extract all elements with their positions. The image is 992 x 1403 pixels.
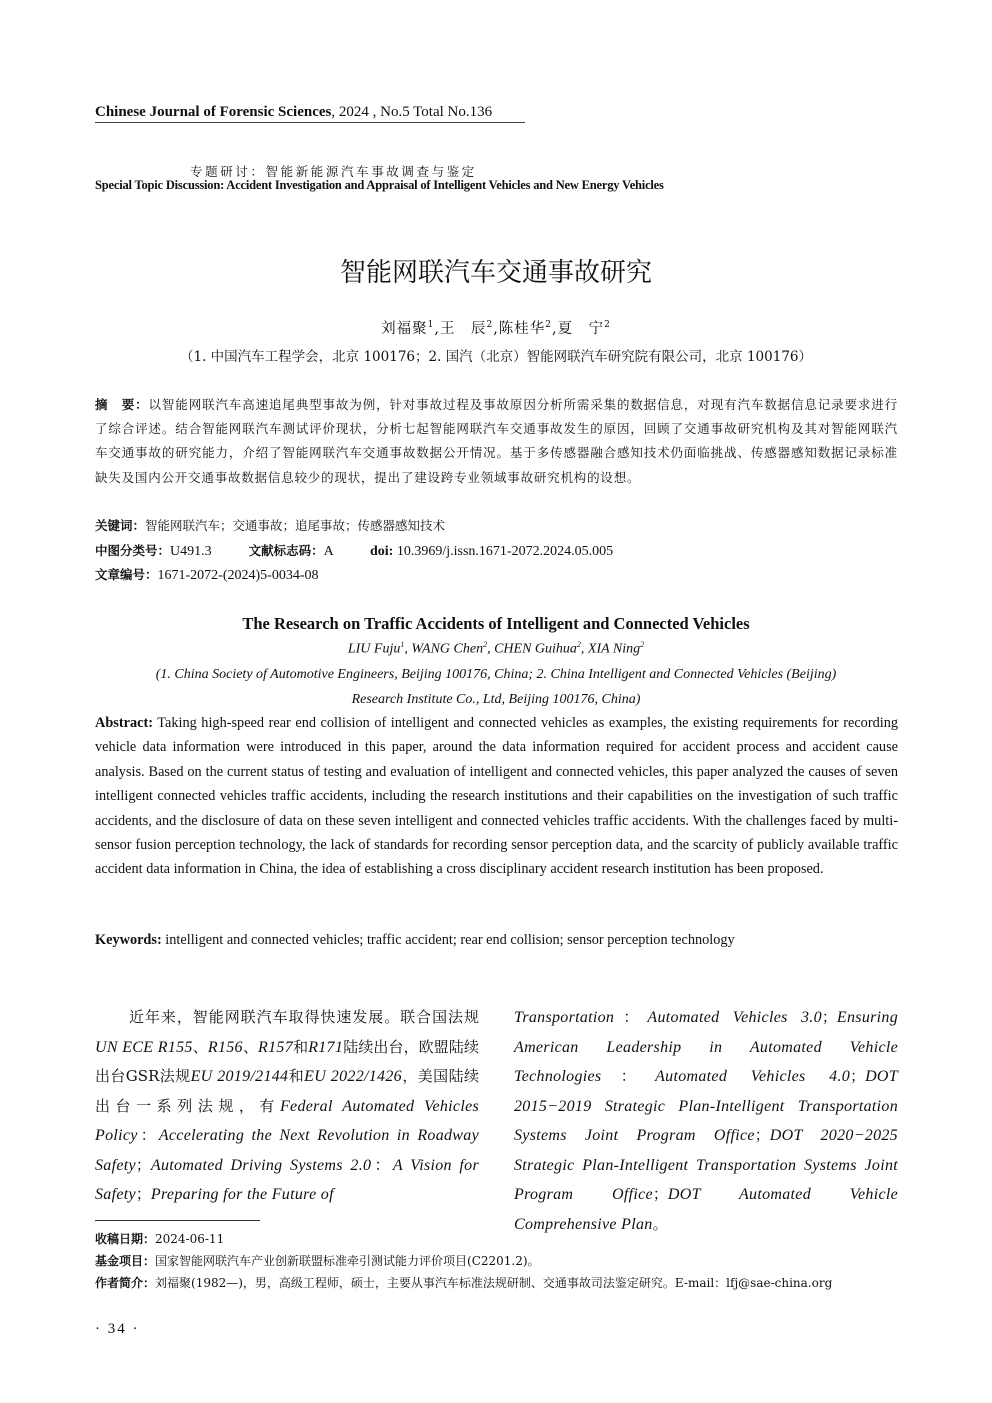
received-label: 收稿日期： bbox=[95, 1232, 156, 1246]
author-en: CHEN Guihua bbox=[494, 641, 577, 657]
author-cn: 刘福聚 bbox=[381, 321, 428, 337]
clc-label: 中图分类号： bbox=[95, 543, 171, 558]
received-value: 2024-06-11 bbox=[155, 1232, 225, 1246]
page-number: · 34 · bbox=[95, 1321, 140, 1337]
journal-issue: , 2024 , No.5 Total No.136 bbox=[331, 104, 493, 120]
abstract-cn-text: 以智能网联汽车高速追尾典型事故为例，针对事故过程及事故原因分析所需采集的数据信息，对现有汽车数据信息记录要求进行了综合评述。结合智能网联汽车测试评价现状，分析七起智能网联汽车交通事故发生的原因，回顾了交通事故研究机构及其对智能网联汽车交通事故的研究能力，介绍了智能网联汽车交通事故数据公开情况。基于多传感器融合感知技术仍面临挑战、传感器感知数据记录标准缺失及国内公开交通事故数据信息较少的现状，提出了建设跨专业领域事故研究机构的设想。 bbox=[95, 397, 898, 485]
body-italic-title: R156 bbox=[207, 1038, 243, 1056]
body-italic-title: DOT 2015−2019 Strategic Plan-Intelligent Transportation Systems Joint Program Office bbox=[514, 1068, 898, 1144]
body-italic-title: Ensuring American Leadership in Automated Vehicle Technologies bbox=[514, 1009, 898, 1085]
body-column-left bbox=[95, 1003, 479, 1210]
footnotes bbox=[95, 1228, 898, 1294]
body-italic-title: DOT 2020−2025 Strategic Plan-Intelligent Transportation Systems Joint Program Office bbox=[514, 1127, 898, 1203]
authors-en: LIU Fuju$^1$, WANG Chen$^2$, CHEN Guihua$^2$, XIA Ning$^2$ bbox=[347, 640, 645, 657]
body-italic-title: Transportation bbox=[514, 1009, 615, 1026]
body-italic-title: EU 2019/2144 bbox=[190, 1068, 289, 1085]
author-en: LIU Fuju bbox=[347, 641, 401, 657]
body-text: ，美国陆续出台一系列法规，有 bbox=[95, 1067, 479, 1115]
author-bio-value: 刘福聚(1982—)，男，高级工程师，硕士，主要从事汽车标准法规研制、交通事故司法鉴定研究。E-mail：lfj@sae-china.org bbox=[155, 1276, 833, 1290]
keywords-en-text: intelligent and connected vehicles; traffic accident; rear end collision; sensor perception technology bbox=[161, 932, 735, 948]
body-italic-title: UN ECE R155 bbox=[95, 1038, 193, 1056]
article-no-value: 1671-2072-(2024)5-0034-08 bbox=[157, 568, 319, 583]
doc-code-value: A bbox=[323, 544, 333, 559]
affiliation-cn: （1. 中国汽车工程学会，北京 100176；2. 国汽（北京）智能网联汽车研究院有限公司，北京 100176） bbox=[180, 349, 812, 365]
classification-line bbox=[95, 541, 898, 560]
body-text: 陆续出台，欧盟陆续出台GSR法规 bbox=[95, 1037, 479, 1085]
fund-value: 国家智能网联汽车产业创新联盟标准牵引测试能力评价项目(C2201.2)。 bbox=[155, 1254, 540, 1268]
footnote-received bbox=[95, 1228, 898, 1250]
clc-value: U491.3 bbox=[170, 544, 212, 559]
footnote-divider bbox=[95, 1220, 260, 1221]
body-italic-title: Accelerating the Next Revolution in Roadway Safety bbox=[95, 1127, 479, 1174]
body-text: ： bbox=[137, 1126, 159, 1144]
special-topic-cn: 专题研讨：智能新能源汽车事故调查与鉴定 bbox=[190, 164, 477, 179]
body-text: 、 bbox=[192, 1037, 208, 1056]
keywords-cn bbox=[95, 516, 898, 535]
article-title-cn: 智能网联汽车交通事故研究 bbox=[339, 258, 652, 288]
body-italic-title: Automated Driving Systems 2.0 bbox=[150, 1156, 372, 1174]
doi-value: 10.3969/j.issn.1671-2072.2024.05.005 bbox=[396, 544, 614, 559]
body-text: ； bbox=[754, 1126, 770, 1144]
body-text: 和 bbox=[293, 1037, 309, 1056]
doc-code-label: 文献标志码： bbox=[248, 543, 324, 558]
body-text: 。 bbox=[652, 1214, 668, 1233]
body-text: ： bbox=[614, 1008, 648, 1026]
author-affil-sup: 2 bbox=[640, 640, 645, 649]
author-cn: 陈桂华 bbox=[498, 321, 546, 337]
body-text: ； bbox=[821, 1008, 837, 1026]
body-italic-title: R157 bbox=[258, 1038, 294, 1056]
doi-label: doi: bbox=[370, 544, 394, 559]
body-text: ： bbox=[601, 1067, 656, 1085]
article-no-label: 文章编号： bbox=[95, 567, 158, 582]
author-en: XIA Ning bbox=[587, 641, 641, 657]
body-text: ； bbox=[135, 1185, 151, 1203]
article-number-line bbox=[95, 565, 898, 584]
keywords-en-label: Keywords: bbox=[95, 932, 162, 948]
abstract-cn-label: 摘 要： bbox=[95, 397, 149, 412]
author-cn: 王 辰 bbox=[439, 321, 487, 337]
affiliation-en-line2: Research Institute Co., Ltd, Beijing 100176, China) bbox=[351, 691, 641, 707]
author-bio-label: 作者简介： bbox=[95, 1276, 156, 1290]
body-text: 和 bbox=[288, 1067, 305, 1085]
author-affil-sup: 2 bbox=[486, 320, 494, 331]
body-italic-title: EU 2022/1426 bbox=[304, 1068, 402, 1085]
body-text: ； bbox=[135, 1155, 151, 1174]
keywords-cn-label: 关键词： bbox=[95, 518, 146, 533]
body-text: 近年来，智能网联汽车取得快速发展。联合国法规 bbox=[129, 1008, 479, 1026]
author-affil-sup: 2 bbox=[576, 640, 581, 649]
author-cn: 夏 宁 bbox=[557, 321, 605, 337]
body-italic-title: Automated Vehicles 4.0 bbox=[655, 1068, 851, 1085]
body-italic-title: DOT Automated Vehicle Comprehensive Plan bbox=[514, 1186, 899, 1233]
affiliation-en-line1: (1. China Society of Automotive Engineers, Beijing 100176, China; 2. China Intelligent and Connected Vehicles (Beijing) bbox=[155, 667, 837, 682]
footnote-fund bbox=[95, 1250, 898, 1272]
abstract-cn bbox=[95, 393, 898, 490]
abstract-en-text: Taking high-speed rear end collision of intelligent and connected vehicles as examples, the existing requirements for recording vehicle data information were introduced in this paper, around the data information required for accident process and accident cause analysis. Based on the current status of testing and evaluation of intelligent and connected vehicles, this paper analyzed the causes of seven intelligent connected vehicles traffic accidents, including the research institutions and their capabilities on the investigation of such traffic accidents, and the disclosure of data on these seven intelligent and connected vehicles traffic accidents. With the challenges faced by multi-sensor fusion perception technology, the lack of standards for recording sensor perception data, and the scarcity of publicly available traffic accident data information in China, the idea of establishing a cross disciplinary accident research institution has been proposed. bbox=[95, 715, 898, 878]
body-italic-title: A Vision for Safety bbox=[95, 1156, 479, 1203]
body-italic-title: R171 bbox=[308, 1038, 344, 1056]
affiliation-en bbox=[0, 663, 992, 712]
author-affil-sup: 1 bbox=[427, 320, 435, 331]
body-italic-title: Automated Vehicles 3.0 bbox=[647, 1009, 822, 1026]
body-column-right bbox=[514, 1003, 898, 1239]
journal-name: Chinese Journal of Forensic Sciences bbox=[95, 104, 332, 120]
author-en: WANG Chen bbox=[411, 641, 484, 657]
abstract-en-label: Abstract: bbox=[95, 715, 153, 731]
body-italic-title: Federal Automated Vehicles Policy bbox=[95, 1097, 479, 1144]
authors-cn: 刘福聚$^1$,王 辰$^2$,陈桂华$^2$,夏 宁$^2$ bbox=[381, 320, 611, 337]
body-text: ； bbox=[850, 1067, 866, 1085]
journal-header bbox=[95, 104, 525, 123]
footnote-author bbox=[95, 1272, 898, 1294]
keywords-cn-text: 智能网联汽车；交通事故；追尾事故；传感器感知技术 bbox=[145, 518, 446, 533]
body-text: 、 bbox=[242, 1037, 259, 1056]
article-title-en: The Research on Traffic Accidents of Intelligent and Connected Vehicles bbox=[242, 614, 750, 633]
special-topic-en: Special Topic Discussion: Accident Investigation and Appraisal of Intelligent Vehicles and New Energy Vehicles bbox=[95, 178, 664, 192]
body-italic-title: Preparing for the Future of bbox=[150, 1186, 334, 1203]
author-affil-sup: 2 bbox=[545, 320, 553, 331]
keywords-en bbox=[95, 932, 898, 949]
fund-label: 基金项目： bbox=[95, 1254, 156, 1268]
body-text: ； bbox=[652, 1185, 668, 1203]
author-affil-sup: 2 bbox=[483, 640, 488, 649]
author-affil-sup: 2 bbox=[604, 320, 611, 331]
abstract-en bbox=[95, 711, 898, 882]
author-affil-sup: 1 bbox=[400, 640, 405, 649]
body-text: ： bbox=[371, 1155, 393, 1174]
